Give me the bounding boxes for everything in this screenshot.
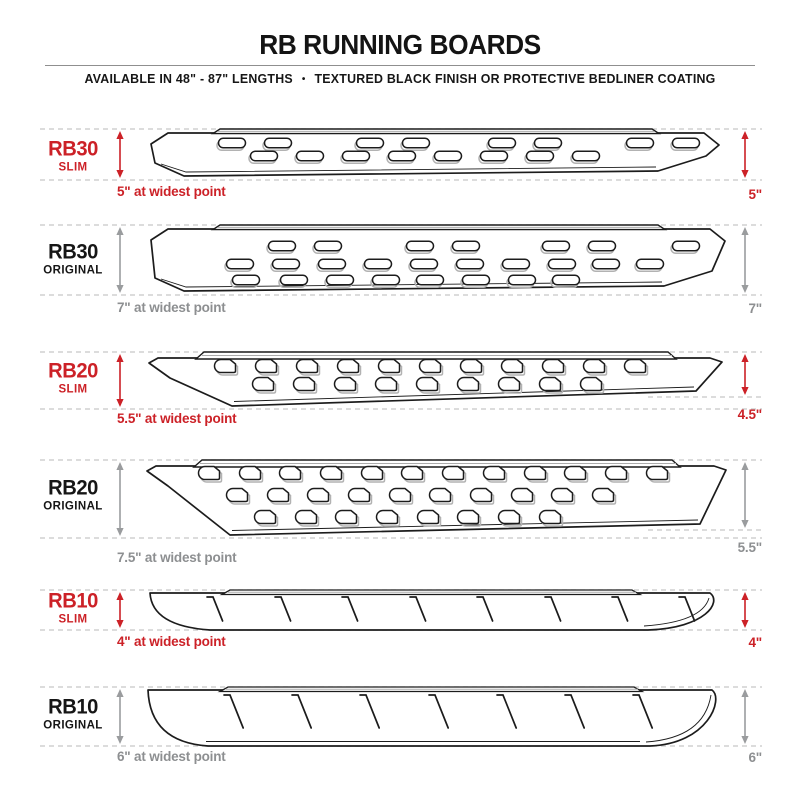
d-slot (606, 467, 627, 480)
model-variant: SLIM (58, 383, 88, 396)
oval-slot (273, 259, 300, 269)
oval-slot (637, 259, 664, 269)
oval-slot (543, 241, 570, 251)
oval-slot (509, 275, 536, 285)
d-slot (625, 360, 646, 373)
right-width-note: 4" (748, 635, 762, 650)
model-label-rb10-original (25, 696, 121, 732)
d-slot (296, 511, 317, 524)
d-slot (215, 360, 236, 373)
oval-slot (411, 259, 438, 269)
row-2-left-width-arrow-head-down (116, 399, 123, 407)
left-width-note: 7" at widest point (117, 300, 226, 315)
d-slot (362, 467, 383, 480)
oval-slot (269, 241, 296, 251)
oval-slot (627, 138, 654, 148)
d-slot (240, 467, 261, 480)
row-3-left-width-arrow-head-down (116, 528, 123, 536)
d-slot (584, 360, 605, 373)
d-slot (443, 467, 464, 480)
row-0-right-width-arrow-head-up (741, 131, 748, 139)
oval-slot (319, 259, 346, 269)
model-label-rb20-slim (25, 360, 121, 396)
oval-slot (357, 138, 384, 148)
model-name: RB20 (48, 476, 98, 500)
d-slot (379, 360, 400, 373)
row-1-right-width-arrow-head-down (741, 285, 748, 293)
d-slot (461, 360, 482, 373)
model-variant: SLIM (58, 161, 88, 174)
board-outline (150, 593, 714, 630)
d-slot (417, 378, 438, 391)
model-name: RB10 (48, 589, 98, 613)
model-name: RB20 (48, 359, 98, 383)
row-5-right-width-arrow-head-down (741, 736, 748, 744)
d-slot (499, 378, 520, 391)
oval-slot (403, 138, 430, 148)
d-slot (255, 511, 276, 524)
oval-slot (673, 241, 700, 251)
oval-slot (503, 259, 530, 269)
d-slot (253, 378, 274, 391)
oval-slot (365, 259, 392, 269)
oval-slot (589, 241, 616, 251)
oval-slot (281, 275, 308, 285)
oval-slot (227, 259, 254, 269)
d-slot (402, 467, 423, 480)
page-title: RB RUNNING BOARDS (259, 29, 541, 60)
d-slot (349, 489, 370, 502)
d-slot (499, 511, 520, 524)
d-slot (227, 489, 248, 502)
row-4-right-width-arrow-head-down (741, 620, 748, 628)
right-width-note: 5" (748, 187, 762, 202)
oval-slot (327, 275, 354, 285)
row-1-left-width-arrow-head-down (116, 285, 123, 293)
left-width-note: 4" at widest point (117, 634, 226, 649)
oval-slot (251, 151, 278, 161)
oval-slot (435, 151, 462, 161)
d-slot (336, 511, 357, 524)
oval-slot (233, 275, 260, 285)
d-slot (543, 360, 564, 373)
d-slot (581, 378, 602, 391)
oval-slot (389, 151, 416, 161)
oval-slot (407, 241, 434, 251)
model-variant: SLIM (58, 613, 88, 626)
left-width-note: 5.5" at widest point (117, 411, 237, 426)
oval-slot (527, 151, 554, 161)
d-slot (335, 378, 356, 391)
d-slot (199, 467, 220, 480)
subtitle-finish: TEXTURED BLACK FINISH OR PROTECTIVE BEDLINER COATING (314, 72, 716, 86)
model-label-rb20-original (25, 477, 121, 513)
row-4-right-width-arrow-head-up (741, 592, 748, 600)
oval-slot (553, 275, 580, 285)
subtitle-separator-dot: • (301, 74, 306, 85)
row-3-left-width-arrow-head-up (116, 462, 123, 470)
oval-slot (453, 241, 480, 251)
d-slot (294, 378, 315, 391)
oval-slot (549, 259, 576, 269)
row-2-right-width-arrow-head-up (741, 354, 748, 362)
d-slot (280, 467, 301, 480)
d-slot (593, 489, 614, 502)
row-5-left-width-arrow-head-down (116, 736, 123, 744)
d-slot (502, 360, 523, 373)
d-slot (525, 467, 546, 480)
row-3-right-width-arrow-head-down (741, 520, 748, 528)
model-name: RB10 (48, 695, 98, 719)
d-slot (297, 360, 318, 373)
d-slot (540, 511, 561, 524)
oval-slot (315, 241, 342, 251)
d-slot (512, 489, 533, 502)
oval-slot (573, 151, 600, 161)
row-3-right-width-arrow-head-up (741, 462, 748, 470)
d-slot (308, 489, 329, 502)
left-width-note: 6" at widest point (117, 749, 226, 764)
d-slot (430, 489, 451, 502)
d-slot (268, 489, 289, 502)
d-slot (458, 378, 479, 391)
d-slot (420, 360, 441, 373)
oval-slot (593, 259, 620, 269)
model-label-rb30-original (25, 241, 121, 277)
d-slot (565, 467, 586, 480)
d-slot (540, 378, 561, 391)
oval-slot (265, 138, 292, 148)
d-slot (458, 511, 479, 524)
model-label-rb10-slim (25, 590, 121, 626)
right-width-note: 7" (748, 301, 762, 316)
oval-slot (297, 151, 324, 161)
d-slot (418, 511, 439, 524)
d-slot (377, 511, 398, 524)
oval-slot (457, 259, 484, 269)
d-slot (552, 489, 573, 502)
board-outline (148, 690, 716, 746)
model-variant: ORIGINAL (43, 264, 103, 277)
d-slot (647, 467, 668, 480)
right-width-note: 4.5" (737, 407, 762, 422)
d-slot (390, 489, 411, 502)
row-2-right-width-arrow-head-down (741, 387, 748, 395)
model-name: RB30 (48, 137, 98, 161)
oval-slot (463, 275, 490, 285)
right-width-note: 5.5" (737, 540, 762, 555)
d-slot (376, 378, 397, 391)
d-slot (471, 489, 492, 502)
row-1-right-width-arrow-head-up (741, 227, 748, 235)
row-0-right-width-arrow-head-down (741, 170, 748, 178)
model-variant: ORIGINAL (43, 719, 103, 732)
d-slot (256, 360, 277, 373)
oval-slot (417, 275, 444, 285)
subtitle-lengths: AVAILABLE IN 48" - 87" LENGTHS (84, 72, 293, 86)
left-width-note: 7.5" at widest point (117, 550, 237, 565)
oval-slot (535, 138, 562, 148)
model-name: RB30 (48, 240, 98, 264)
right-width-note: 6" (748, 750, 762, 765)
oval-slot (343, 151, 370, 161)
oval-slot (673, 138, 700, 148)
row-5-right-width-arrow-head-up (741, 689, 748, 697)
oval-slot (481, 151, 508, 161)
oval-slot (489, 138, 516, 148)
oval-slot (373, 275, 400, 285)
model-label-rb30-slim (25, 138, 121, 174)
d-slot (338, 360, 359, 373)
d-slot (484, 467, 505, 480)
left-width-note: 5" at widest point (117, 184, 226, 199)
model-variant: ORIGINAL (43, 500, 103, 513)
row-1-left-width-arrow-head-up (116, 227, 123, 235)
d-slot (321, 467, 342, 480)
oval-slot (219, 138, 246, 148)
